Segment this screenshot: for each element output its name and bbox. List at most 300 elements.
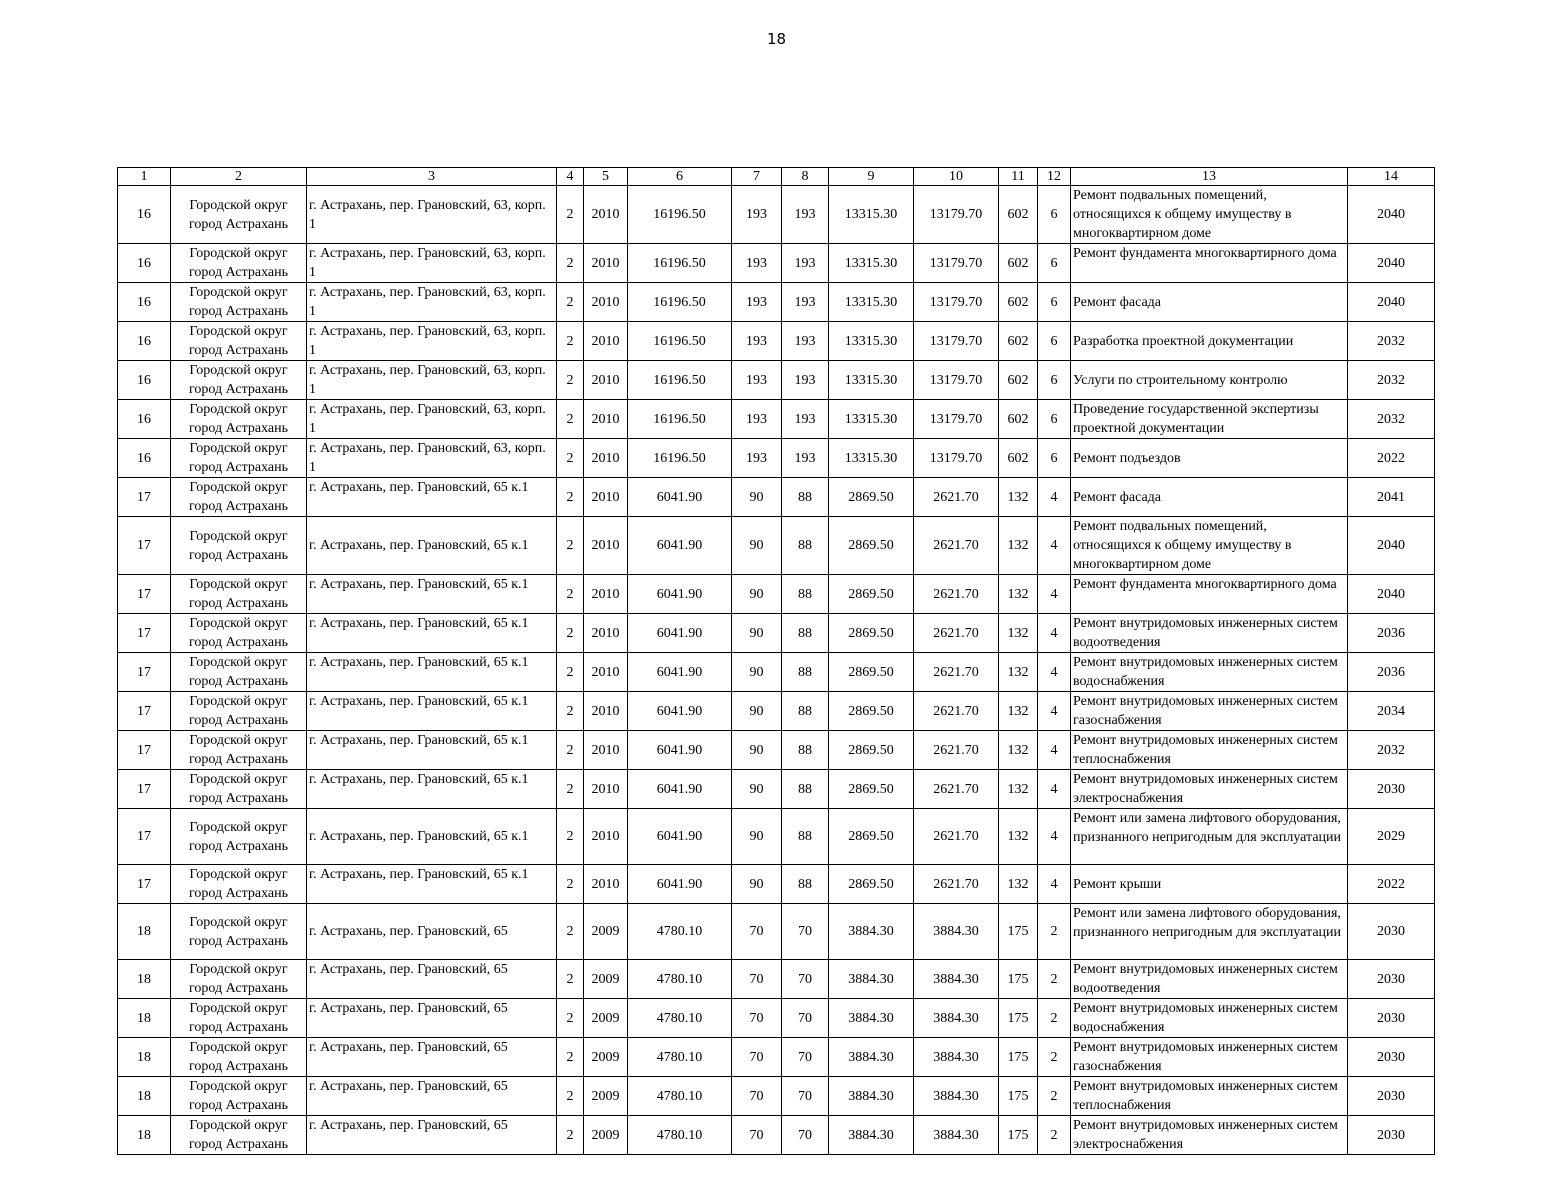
year-built-cell: 2010 bbox=[584, 244, 628, 283]
table-row bbox=[118, 575, 1435, 614]
floors-cell: 2 bbox=[557, 865, 584, 904]
residents-cell: 132 bbox=[999, 809, 1038, 865]
entrances-cell: 2 bbox=[1038, 1077, 1071, 1116]
entrances-cell: 4 bbox=[1038, 770, 1071, 809]
count-cell: 90 bbox=[732, 692, 782, 731]
work-type-cell: Ремонт или замена лифтового оборудования, признанного непригодным для эксплуатации bbox=[1071, 904, 1348, 960]
municipality-cell: Городской округ город Астрахань bbox=[171, 999, 307, 1038]
count-cell: 70 bbox=[732, 1116, 782, 1155]
planned-year-cell: 2036 bbox=[1348, 653, 1435, 692]
floors-cell: 2 bbox=[557, 1077, 584, 1116]
area-cell: 13179.70 bbox=[914, 400, 999, 439]
count-cell: 88 bbox=[782, 770, 829, 809]
row-number-cell: 17 bbox=[118, 809, 171, 865]
planned-year-cell: 2030 bbox=[1348, 1077, 1435, 1116]
count-cell: 70 bbox=[782, 904, 829, 960]
municipality-cell: Городской округ город Астрахань bbox=[171, 400, 307, 439]
municipality-cell: Городской округ город Астрахань bbox=[171, 1116, 307, 1155]
count-cell: 90 bbox=[732, 770, 782, 809]
area-cell: 13315.30 bbox=[829, 244, 914, 283]
table-row bbox=[118, 517, 1435, 575]
floors-cell: 2 bbox=[557, 186, 584, 244]
column-number-row bbox=[118, 168, 1435, 186]
area-cell: 13179.70 bbox=[914, 186, 999, 244]
count-cell: 70 bbox=[782, 1116, 829, 1155]
row-number-cell: 16 bbox=[118, 400, 171, 439]
work-type-cell: Ремонт внутридомовых инженерных систем водоснабжения bbox=[1071, 653, 1348, 692]
address-cell: г. Астрахань, пер. Грановский, 65 к.1 bbox=[307, 517, 557, 575]
total-area-cell: 16196.50 bbox=[628, 322, 732, 361]
entrances-cell: 6 bbox=[1038, 439, 1071, 478]
count-cell: 70 bbox=[782, 1038, 829, 1077]
year-built-cell: 2010 bbox=[584, 692, 628, 731]
floors-cell: 2 bbox=[557, 244, 584, 283]
area-cell: 2621.70 bbox=[914, 770, 999, 809]
year-built-cell: 2010 bbox=[584, 517, 628, 575]
area-cell: 2869.50 bbox=[829, 614, 914, 653]
column-header: 5 bbox=[584, 168, 628, 186]
address-cell: г. Астрахань, пер. Грановский, 65 к.1 bbox=[307, 575, 557, 614]
entrances-cell: 2 bbox=[1038, 1038, 1071, 1077]
address-cell: г. Астрахань, пер. Грановский, 65 к.1 bbox=[307, 692, 557, 731]
work-type-cell: Ремонт внутридомовых инженерных систем водоотведения bbox=[1071, 960, 1348, 999]
area-cell: 2869.50 bbox=[829, 865, 914, 904]
area-cell: 3884.30 bbox=[829, 1038, 914, 1077]
residents-cell: 602 bbox=[999, 439, 1038, 478]
column-header: 8 bbox=[782, 168, 829, 186]
table-row bbox=[118, 692, 1435, 731]
municipality-cell: Городской округ город Астрахань bbox=[171, 653, 307, 692]
table-row bbox=[118, 478, 1435, 517]
residents-cell: 175 bbox=[999, 999, 1038, 1038]
area-cell: 13315.30 bbox=[829, 439, 914, 478]
row-number-cell: 18 bbox=[118, 1077, 171, 1116]
municipality-cell: Городской округ город Астрахань bbox=[171, 283, 307, 322]
total-area-cell: 6041.90 bbox=[628, 809, 732, 865]
total-area-cell: 16196.50 bbox=[628, 400, 732, 439]
row-number-cell: 18 bbox=[118, 999, 171, 1038]
floors-cell: 2 bbox=[557, 809, 584, 865]
residents-cell: 175 bbox=[999, 1038, 1038, 1077]
count-cell: 70 bbox=[782, 999, 829, 1038]
municipality-cell: Городской округ город Астрахань bbox=[171, 809, 307, 865]
area-cell: 13315.30 bbox=[829, 361, 914, 400]
total-area-cell: 4780.10 bbox=[628, 1038, 732, 1077]
residents-cell: 602 bbox=[999, 244, 1038, 283]
municipality-cell: Городской округ город Астрахань bbox=[171, 614, 307, 653]
work-type-cell: Ремонт внутридомовых инженерных систем газоснабжения bbox=[1071, 1038, 1348, 1077]
address-cell: г. Астрахань, пер. Грановский, 65 bbox=[307, 904, 557, 960]
planned-year-cell: 2040 bbox=[1348, 517, 1435, 575]
total-area-cell: 16196.50 bbox=[628, 244, 732, 283]
address-cell: г. Астрахань, пер. Грановский, 65 к.1 bbox=[307, 865, 557, 904]
column-header: 10 bbox=[914, 168, 999, 186]
column-header: 12 bbox=[1038, 168, 1071, 186]
residents-cell: 132 bbox=[999, 614, 1038, 653]
entrances-cell: 6 bbox=[1038, 361, 1071, 400]
table-row bbox=[118, 614, 1435, 653]
area-cell: 3884.30 bbox=[914, 1077, 999, 1116]
count-cell: 193 bbox=[732, 439, 782, 478]
row-number-cell: 18 bbox=[118, 1116, 171, 1155]
address-cell: г. Астрахань, пер. Грановский, 65 к.1 bbox=[307, 653, 557, 692]
row-number-cell: 17 bbox=[118, 478, 171, 517]
entrances-cell: 2 bbox=[1038, 904, 1071, 960]
residents-cell: 132 bbox=[999, 692, 1038, 731]
count-cell: 88 bbox=[782, 692, 829, 731]
table-row bbox=[118, 770, 1435, 809]
year-built-cell: 2010 bbox=[584, 400, 628, 439]
count-cell: 193 bbox=[782, 244, 829, 283]
floors-cell: 2 bbox=[557, 904, 584, 960]
column-header: 11 bbox=[999, 168, 1038, 186]
municipality-cell: Городской округ город Астрахань bbox=[171, 865, 307, 904]
count-cell: 90 bbox=[732, 731, 782, 770]
municipality-cell: Городской округ город Астрахань bbox=[171, 960, 307, 999]
row-number-cell: 16 bbox=[118, 361, 171, 400]
table-row bbox=[118, 904, 1435, 960]
count-cell: 90 bbox=[732, 478, 782, 517]
address-cell: г. Астрахань, пер. Грановский, 63, корп. 1 bbox=[307, 439, 557, 478]
table-row bbox=[118, 809, 1435, 865]
planned-year-cell: 2040 bbox=[1348, 186, 1435, 244]
entrances-cell: 6 bbox=[1038, 283, 1071, 322]
count-cell: 193 bbox=[782, 186, 829, 244]
area-cell: 3884.30 bbox=[914, 999, 999, 1038]
residents-cell: 602 bbox=[999, 322, 1038, 361]
total-area-cell: 16196.50 bbox=[628, 361, 732, 400]
residents-cell: 602 bbox=[999, 283, 1038, 322]
planned-year-cell: 2040 bbox=[1348, 283, 1435, 322]
municipality-cell: Городской округ город Астрахань bbox=[171, 1077, 307, 1116]
municipality-cell: Городской округ город Астрахань bbox=[171, 904, 307, 960]
entrances-cell: 6 bbox=[1038, 322, 1071, 361]
residents-cell: 175 bbox=[999, 1077, 1038, 1116]
address-cell: г. Астрахань, пер. Грановский, 63, корп. 1 bbox=[307, 244, 557, 283]
table-row bbox=[118, 361, 1435, 400]
year-built-cell: 2009 bbox=[584, 1116, 628, 1155]
entrances-cell: 4 bbox=[1038, 575, 1071, 614]
year-built-cell: 2010 bbox=[584, 653, 628, 692]
work-type-cell: Ремонт подвальных помещений, относящихся к общему имуществу в многоквартирном доме bbox=[1071, 517, 1348, 575]
count-cell: 70 bbox=[732, 960, 782, 999]
planned-year-cell: 2032 bbox=[1348, 731, 1435, 770]
year-built-cell: 2010 bbox=[584, 186, 628, 244]
row-number-cell: 16 bbox=[118, 186, 171, 244]
residents-cell: 175 bbox=[999, 1116, 1038, 1155]
count-cell: 88 bbox=[782, 731, 829, 770]
total-area-cell: 6041.90 bbox=[628, 614, 732, 653]
total-area-cell: 4780.10 bbox=[628, 904, 732, 960]
municipality-cell: Городской округ город Астрахань bbox=[171, 244, 307, 283]
planned-year-cell: 2030 bbox=[1348, 960, 1435, 999]
residents-cell: 132 bbox=[999, 478, 1038, 517]
entrances-cell: 4 bbox=[1038, 731, 1071, 770]
planned-year-cell: 2040 bbox=[1348, 575, 1435, 614]
floors-cell: 2 bbox=[557, 400, 584, 439]
municipality-cell: Городской округ город Астрахань bbox=[171, 575, 307, 614]
residents-cell: 175 bbox=[999, 904, 1038, 960]
year-built-cell: 2010 bbox=[584, 322, 628, 361]
count-cell: 70 bbox=[732, 904, 782, 960]
count-cell: 88 bbox=[782, 575, 829, 614]
entrances-cell: 4 bbox=[1038, 653, 1071, 692]
floors-cell: 2 bbox=[557, 960, 584, 999]
total-area-cell: 6041.90 bbox=[628, 731, 732, 770]
column-header: 14 bbox=[1348, 168, 1435, 186]
address-cell: г. Астрахань, пер. Грановский, 63, корп. 1 bbox=[307, 361, 557, 400]
area-cell: 13315.30 bbox=[829, 322, 914, 361]
work-type-cell: Ремонт внутридомовых инженерных систем электроснабжения bbox=[1071, 770, 1348, 809]
area-cell: 2621.70 bbox=[914, 614, 999, 653]
total-area-cell: 16196.50 bbox=[628, 439, 732, 478]
floors-cell: 2 bbox=[557, 692, 584, 731]
table-row bbox=[118, 731, 1435, 770]
municipality-cell: Городской округ город Астрахань bbox=[171, 1038, 307, 1077]
floors-cell: 2 bbox=[557, 1038, 584, 1077]
row-number-cell: 16 bbox=[118, 244, 171, 283]
floors-cell: 2 bbox=[557, 614, 584, 653]
area-cell: 13315.30 bbox=[829, 283, 914, 322]
address-cell: г. Астрахань, пер. Грановский, 65 к.1 bbox=[307, 614, 557, 653]
residents-cell: 132 bbox=[999, 575, 1038, 614]
entrances-cell: 4 bbox=[1038, 692, 1071, 731]
planned-year-cell: 2041 bbox=[1348, 478, 1435, 517]
work-type-cell: Ремонт фасада bbox=[1071, 478, 1348, 517]
table-row bbox=[118, 999, 1435, 1038]
table-row bbox=[118, 244, 1435, 283]
count-cell: 70 bbox=[732, 1038, 782, 1077]
area-cell: 2621.70 bbox=[914, 692, 999, 731]
floors-cell: 2 bbox=[557, 283, 584, 322]
count-cell: 88 bbox=[782, 865, 829, 904]
residents-cell: 132 bbox=[999, 653, 1038, 692]
address-cell: г. Астрахань, пер. Грановский, 65 bbox=[307, 1077, 557, 1116]
planned-year-cell: 2022 bbox=[1348, 439, 1435, 478]
year-built-cell: 2010 bbox=[584, 478, 628, 517]
work-type-cell: Ремонт подъездов bbox=[1071, 439, 1348, 478]
total-area-cell: 4780.10 bbox=[628, 1116, 732, 1155]
floors-cell: 2 bbox=[557, 361, 584, 400]
column-header: 3 bbox=[307, 168, 557, 186]
year-built-cell: 2009 bbox=[584, 999, 628, 1038]
municipality-cell: Городской округ город Астрахань bbox=[171, 361, 307, 400]
repair-program-table bbox=[117, 167, 1435, 1155]
year-built-cell: 2010 bbox=[584, 283, 628, 322]
count-cell: 88 bbox=[782, 517, 829, 575]
work-type-cell: Ремонт или замена лифтового оборудования, признанного непригодным для эксплуатации bbox=[1071, 809, 1348, 865]
area-cell: 2869.50 bbox=[829, 692, 914, 731]
address-cell: г. Астрахань, пер. Грановский, 63, корп. 1 bbox=[307, 283, 557, 322]
count-cell: 90 bbox=[732, 575, 782, 614]
entrances-cell: 6 bbox=[1038, 244, 1071, 283]
planned-year-cell: 2030 bbox=[1348, 904, 1435, 960]
area-cell: 2621.70 bbox=[914, 865, 999, 904]
area-cell: 3884.30 bbox=[914, 1116, 999, 1155]
floors-cell: 2 bbox=[557, 731, 584, 770]
table-row bbox=[118, 283, 1435, 322]
table-row bbox=[118, 322, 1435, 361]
table-row bbox=[118, 1116, 1435, 1155]
work-type-cell: Ремонт фундамента многоквартирного дома bbox=[1071, 244, 1348, 283]
area-cell: 2869.50 bbox=[829, 770, 914, 809]
total-area-cell: 6041.90 bbox=[628, 478, 732, 517]
work-type-cell: Ремонт внутридомовых инженерных систем газоснабжения bbox=[1071, 692, 1348, 731]
municipality-cell: Городской округ город Астрахань bbox=[171, 439, 307, 478]
column-header: 1 bbox=[118, 168, 171, 186]
address-cell: г. Астрахань, пер. Грановский, 65 bbox=[307, 960, 557, 999]
entrances-cell: 4 bbox=[1038, 809, 1071, 865]
row-number-cell: 16 bbox=[118, 439, 171, 478]
row-number-cell: 17 bbox=[118, 575, 171, 614]
count-cell: 193 bbox=[732, 186, 782, 244]
planned-year-cell: 2032 bbox=[1348, 361, 1435, 400]
year-built-cell: 2010 bbox=[584, 361, 628, 400]
count-cell: 88 bbox=[782, 478, 829, 517]
area-cell: 13179.70 bbox=[914, 322, 999, 361]
table-row bbox=[118, 960, 1435, 999]
address-cell: г. Астрахань, пер. Грановский, 63, корп. 1 bbox=[307, 186, 557, 244]
work-type-cell: Ремонт внутридомовых инженерных систем водоснабжения bbox=[1071, 999, 1348, 1038]
total-area-cell: 16196.50 bbox=[628, 283, 732, 322]
total-area-cell: 6041.90 bbox=[628, 770, 732, 809]
count-cell: 193 bbox=[782, 361, 829, 400]
count-cell: 193 bbox=[732, 322, 782, 361]
row-number-cell: 17 bbox=[118, 614, 171, 653]
planned-year-cell: 2030 bbox=[1348, 770, 1435, 809]
residents-cell: 132 bbox=[999, 517, 1038, 575]
total-area-cell: 16196.50 bbox=[628, 186, 732, 244]
entrances-cell: 4 bbox=[1038, 517, 1071, 575]
column-header: 6 bbox=[628, 168, 732, 186]
area-cell: 2869.50 bbox=[829, 809, 914, 865]
total-area-cell: 6041.90 bbox=[628, 575, 732, 614]
area-cell: 2621.70 bbox=[914, 517, 999, 575]
address-cell: г. Астрахань, пер. Грановский, 65 к.1 bbox=[307, 770, 557, 809]
area-cell: 13179.70 bbox=[914, 439, 999, 478]
municipality-cell: Городской округ город Астрахань bbox=[171, 517, 307, 575]
residents-cell: 602 bbox=[999, 400, 1038, 439]
column-header: 13 bbox=[1071, 168, 1348, 186]
area-cell: 3884.30 bbox=[829, 1077, 914, 1116]
year-built-cell: 2010 bbox=[584, 770, 628, 809]
area-cell: 2869.50 bbox=[829, 478, 914, 517]
residents-cell: 602 bbox=[999, 186, 1038, 244]
floors-cell: 2 bbox=[557, 575, 584, 614]
count-cell: 90 bbox=[732, 653, 782, 692]
count-cell: 193 bbox=[732, 361, 782, 400]
year-built-cell: 2010 bbox=[584, 731, 628, 770]
area-cell: 3884.30 bbox=[829, 1116, 914, 1155]
work-type-cell: Проведение государственной экспертизы проектной документации bbox=[1071, 400, 1348, 439]
work-type-cell: Разработка проектной документации bbox=[1071, 322, 1348, 361]
municipality-cell: Городской округ город Астрахань bbox=[171, 770, 307, 809]
area-cell: 3884.30 bbox=[829, 904, 914, 960]
entrances-cell: 6 bbox=[1038, 186, 1071, 244]
table-row bbox=[118, 1038, 1435, 1077]
address-cell: г. Астрахань, пер. Грановский, 65 bbox=[307, 1116, 557, 1155]
area-cell: 13315.30 bbox=[829, 400, 914, 439]
entrances-cell: 2 bbox=[1038, 960, 1071, 999]
planned-year-cell: 2032 bbox=[1348, 322, 1435, 361]
total-area-cell: 4780.10 bbox=[628, 1077, 732, 1116]
entrances-cell: 4 bbox=[1038, 865, 1071, 904]
count-cell: 193 bbox=[732, 244, 782, 283]
year-built-cell: 2010 bbox=[584, 809, 628, 865]
work-type-cell: Ремонт внутридомовых инженерных систем водоотведения bbox=[1071, 614, 1348, 653]
area-cell: 13179.70 bbox=[914, 244, 999, 283]
total-area-cell: 6041.90 bbox=[628, 517, 732, 575]
area-cell: 2621.70 bbox=[914, 653, 999, 692]
column-header: 7 bbox=[732, 168, 782, 186]
row-number-cell: 17 bbox=[118, 770, 171, 809]
floors-cell: 2 bbox=[557, 770, 584, 809]
work-type-cell: Ремонт крыши bbox=[1071, 865, 1348, 904]
count-cell: 193 bbox=[782, 322, 829, 361]
row-number-cell: 17 bbox=[118, 865, 171, 904]
count-cell: 70 bbox=[732, 999, 782, 1038]
floors-cell: 2 bbox=[557, 478, 584, 517]
column-header: 2 bbox=[171, 168, 307, 186]
area-cell: 3884.30 bbox=[914, 960, 999, 999]
residents-cell: 132 bbox=[999, 865, 1038, 904]
address-cell: г. Астрахань, пер. Грановский, 65 к.1 bbox=[307, 809, 557, 865]
floors-cell: 2 bbox=[557, 999, 584, 1038]
row-number-cell: 18 bbox=[118, 960, 171, 999]
entrances-cell: 6 bbox=[1038, 400, 1071, 439]
address-cell: г. Астрахань, пер. Грановский, 65 bbox=[307, 999, 557, 1038]
total-area-cell: 6041.90 bbox=[628, 692, 732, 731]
area-cell: 2869.50 bbox=[829, 653, 914, 692]
count-cell: 90 bbox=[732, 865, 782, 904]
count-cell: 193 bbox=[782, 400, 829, 439]
planned-year-cell: 2030 bbox=[1348, 999, 1435, 1038]
year-built-cell: 2010 bbox=[584, 575, 628, 614]
table-row bbox=[118, 400, 1435, 439]
municipality-cell: Городской округ город Астрахань bbox=[171, 322, 307, 361]
year-built-cell: 2009 bbox=[584, 1038, 628, 1077]
work-type-cell: Услуги по строительному контролю bbox=[1071, 361, 1348, 400]
year-built-cell: 2010 bbox=[584, 439, 628, 478]
year-built-cell: 2009 bbox=[584, 1077, 628, 1116]
planned-year-cell: 2030 bbox=[1348, 1038, 1435, 1077]
address-cell: г. Астрахань, пер. Грановский, 65 к.1 bbox=[307, 478, 557, 517]
page-number: 18 bbox=[766, 30, 787, 48]
planned-year-cell: 2030 bbox=[1348, 1116, 1435, 1155]
year-built-cell: 2009 bbox=[584, 904, 628, 960]
year-built-cell: 2009 bbox=[584, 960, 628, 999]
count-cell: 88 bbox=[782, 614, 829, 653]
area-cell: 2869.50 bbox=[829, 575, 914, 614]
count-cell: 70 bbox=[782, 960, 829, 999]
residents-cell: 602 bbox=[999, 361, 1038, 400]
row-number-cell: 16 bbox=[118, 283, 171, 322]
area-cell: 13179.70 bbox=[914, 361, 999, 400]
column-header: 4 bbox=[557, 168, 584, 186]
address-cell: г. Астрахань, пер. Грановский, 65 bbox=[307, 1038, 557, 1077]
count-cell: 90 bbox=[732, 809, 782, 865]
count-cell: 193 bbox=[782, 283, 829, 322]
planned-year-cell: 2034 bbox=[1348, 692, 1435, 731]
work-type-cell: Ремонт подвальных помещений, относящихся к общему имуществу в многоквартирном доме bbox=[1071, 186, 1348, 244]
entrances-cell: 4 bbox=[1038, 478, 1071, 517]
work-type-cell: Ремонт фасада bbox=[1071, 283, 1348, 322]
total-area-cell: 6041.90 bbox=[628, 653, 732, 692]
area-cell: 3884.30 bbox=[914, 904, 999, 960]
planned-year-cell: 2036 bbox=[1348, 614, 1435, 653]
total-area-cell: 6041.90 bbox=[628, 865, 732, 904]
row-number-cell: 17 bbox=[118, 517, 171, 575]
